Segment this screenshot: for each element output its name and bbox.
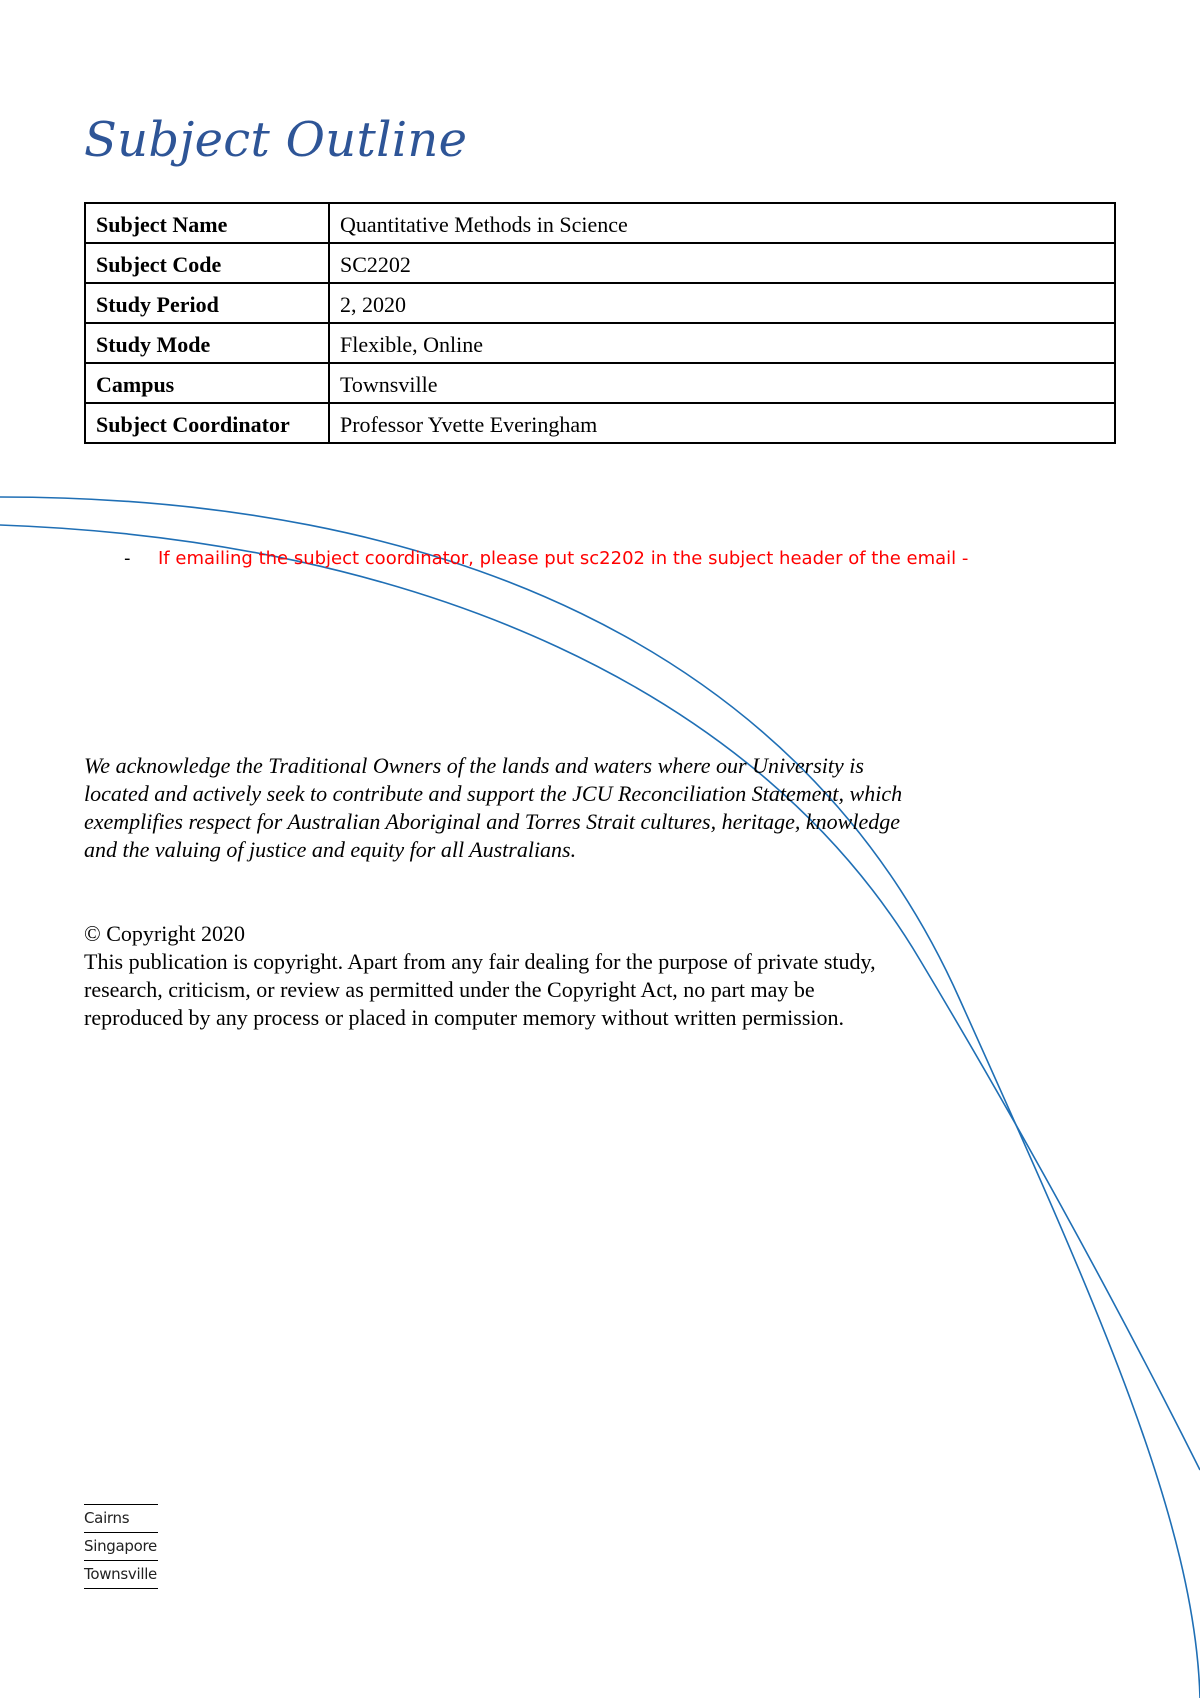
outer-arc <box>0 497 1200 1698</box>
email-note-text: If emailing the subject coordinator, please put sc2202 in the subject header of the email <box>158 548 957 569</box>
table-label-cell: Study Period <box>85 283 329 323</box>
campus-item-cairns: Cairns <box>84 1505 158 1533</box>
campus-list <box>84 1504 158 1589</box>
table-value-cell: Professor Yvette Everingham <box>329 403 1115 443</box>
table-row <box>85 243 1115 283</box>
table-value-cell: Townsville <box>329 363 1115 403</box>
table-label-cell: Subject Code <box>85 243 329 283</box>
table-row <box>85 323 1115 363</box>
bullet-dash: - <box>124 548 131 569</box>
table-label-cell: Campus <box>85 363 329 403</box>
table-value-cell: Quantitative Methods in Science <box>329 203 1115 243</box>
table-label-cell: Subject Coordinator <box>85 403 329 443</box>
table-value-cell: 2, 2020 <box>329 283 1115 323</box>
page-title: Subject Outline <box>84 112 468 168</box>
acknowledgement-statement: We acknowledge the Traditional Owners of the lands and waters where our University is located and actively seek to contribute and support the JCU Reconciliation Statement, which exemplifies respect for Australian Aboriginal and Torres Strait cultures, heritage, knowledge and the valuing of justice and equity for all Australians. <box>84 753 903 862</box>
table-row <box>85 283 1115 323</box>
copyright-block <box>84 920 914 1032</box>
email-instruction-note <box>124 548 968 569</box>
table-value-cell: SC2202 <box>329 243 1115 283</box>
table-row <box>85 363 1115 403</box>
table-row <box>85 403 1115 443</box>
table-label-cell: Study Mode <box>85 323 329 363</box>
campus-item-singapore: Singapore <box>84 1533 158 1561</box>
subject-details-table <box>84 202 1116 444</box>
trailing-dash: - <box>961 548 969 569</box>
table-value-cell: Flexible, Online <box>329 323 1115 363</box>
table-label-cell: Subject Name <box>85 203 329 243</box>
copyright-heading: © Copyright 2020 <box>84 921 245 946</box>
copyright-body: This publication is copyright. Apart from any fair dealing for the purpose of private study, research, criticism, or review as permitted under the Copyright Act, no part may be reproduced by any process or placed in computer memory without written permission. <box>84 949 876 1030</box>
campus-item-townsville: Townsville <box>84 1561 158 1589</box>
table-row <box>85 203 1115 243</box>
